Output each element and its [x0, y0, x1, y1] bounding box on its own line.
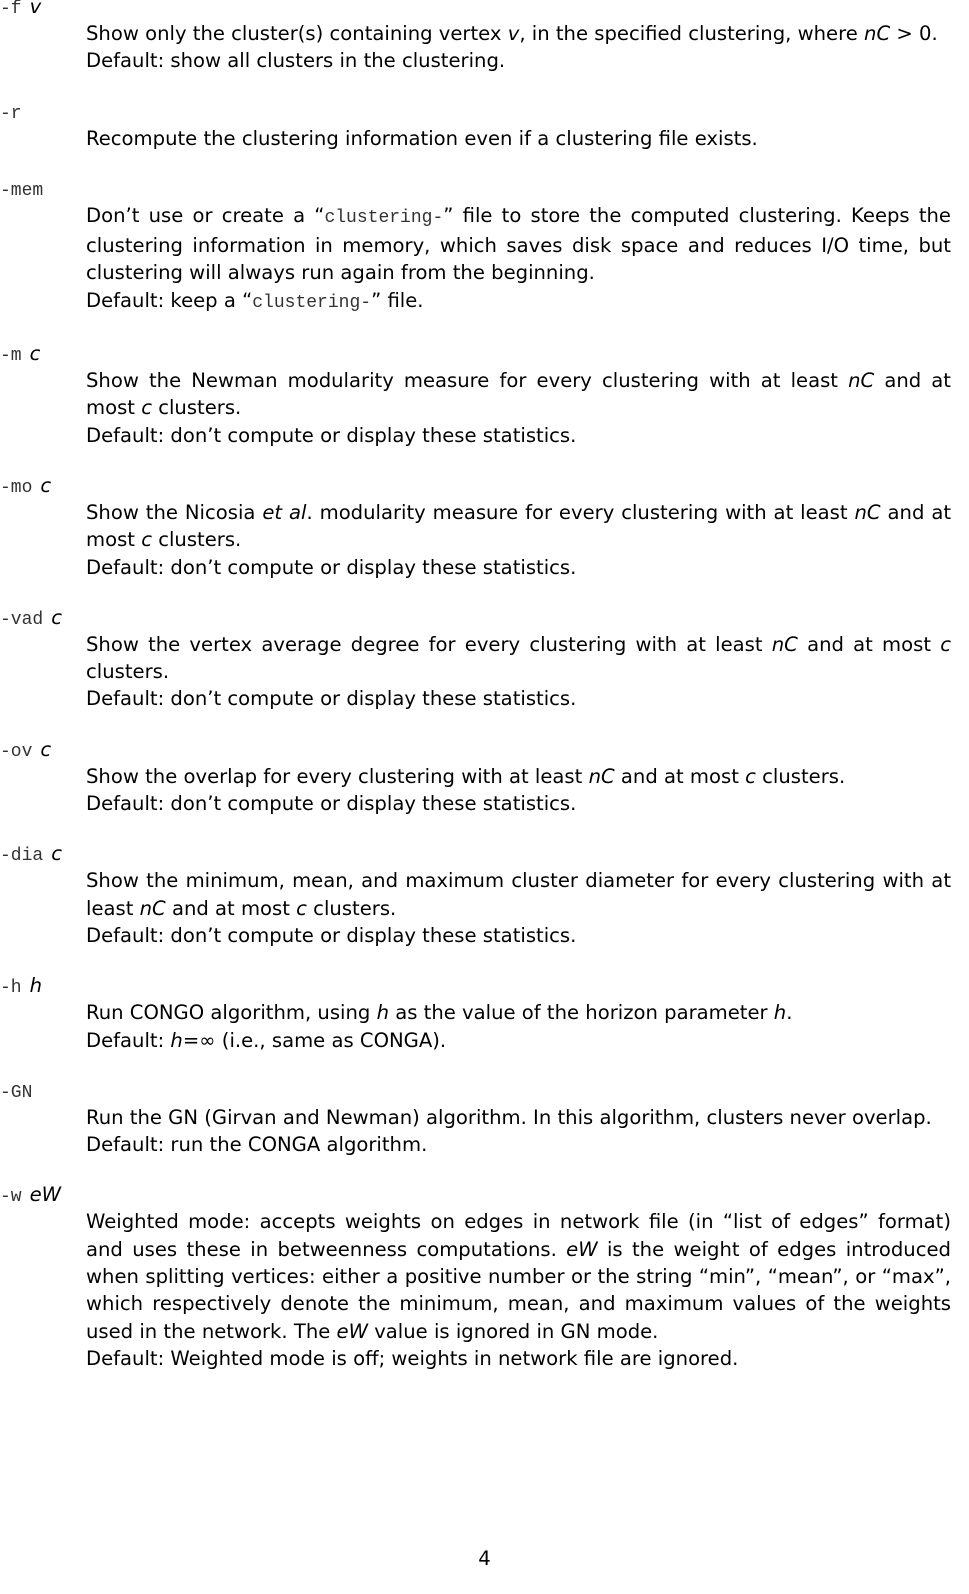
option-flag: -w [0, 1187, 22, 1208]
option-heading [0, 841, 969, 867]
italic-term: nC [854, 500, 881, 524]
option-flag: -m [0, 346, 22, 367]
text-run: > 0. [890, 22, 938, 45]
italic-term: h [376, 1001, 389, 1025]
italic-term: h [773, 1001, 787, 1025]
option-heading [0, 0, 969, 20]
text-run: ” file. [371, 288, 424, 312]
option-flag: -vad [0, 609, 44, 630]
italic-term: c [745, 764, 756, 788]
option-default [86, 1027, 951, 1054]
code-term: clustering- [324, 207, 444, 228]
italic-term: c [940, 632, 951, 656]
text-run: and at most [614, 764, 746, 788]
option-default [86, 790, 951, 817]
text-run: clusters. [151, 528, 242, 552]
option-flag: -h [0, 978, 22, 999]
option-description [86, 202, 951, 287]
text-run: Show the Newman modularity measure for every clustering with at least [86, 369, 849, 393]
option-heading [0, 176, 969, 202]
option-description [86, 1208, 951, 1344]
italic-term: et al [262, 500, 307, 524]
text-run: Weighted mode: accepts weights on edges in network file (in “list of edges” format) and uses these in betweenness computations. [86, 1210, 951, 1261]
option-argument: c [29, 342, 41, 366]
option-heading [0, 473, 969, 499]
text-run: and at most [797, 632, 941, 656]
option-flag: -dia [0, 846, 44, 867]
text-run: Default: show all clusters in the clustering. [86, 49, 506, 73]
text-run: Default: don’t compute or display these statistics. [86, 555, 577, 579]
option-heading [0, 737, 969, 763]
italic-term: c [141, 528, 152, 552]
page-number: 4 [478, 1547, 491, 1570]
option-description [86, 125, 951, 152]
option-default [86, 1131, 951, 1158]
option-description [86, 1104, 951, 1131]
option-argument: h [29, 974, 43, 998]
option-argument: c [51, 605, 62, 629]
text-run: Show only the cluster(s) containing vertex [86, 22, 508, 45]
text-run: , in the specified clustering, where [519, 22, 865, 45]
text-run: Default: run the CONGA algorithm. [86, 1133, 428, 1157]
option-default [86, 554, 951, 581]
option-heading [0, 1078, 969, 1104]
italic-term: nC [848, 369, 875, 393]
code-term: clustering- [252, 292, 372, 313]
text-run: clusters. [151, 396, 242, 420]
option-entry [0, 605, 969, 713]
text-run: value is ignored in GN mode. [367, 1319, 659, 1343]
text-run: ” file to store the computed clustering. Keeps the clustering information in memory, which saves disk space and reduces I/O time, but clustering will always run again from the beginning. [86, 203, 951, 285]
italic-term: eW [566, 1237, 598, 1261]
option-entry [0, 176, 969, 317]
text-run: Default: don’t compute or display these statistics. [86, 423, 577, 447]
text-run: Default: don’t compute or display these statistics. [86, 687, 577, 711]
text-run: Don’t use or create a “ [86, 203, 325, 227]
text-run: Show the overlap for every clustering with at least [86, 764, 589, 788]
option-argument: eW [29, 1183, 62, 1207]
option-heading [0, 973, 969, 999]
option-flag: -f [0, 0, 22, 19]
option-default [86, 47, 951, 74]
option-flag: -mem [0, 180, 44, 201]
italic-term: h [170, 1028, 183, 1052]
text-run: Run CONGO algorithm, using [86, 1001, 377, 1025]
italic-term: eW [336, 1319, 368, 1343]
text-run: . [786, 1001, 793, 1025]
text-run: Default: keep a “ [86, 288, 253, 312]
option-heading [0, 341, 969, 367]
option-entry [0, 473, 969, 581]
option-heading [0, 1182, 969, 1208]
option-flag: -mo [0, 477, 33, 498]
italic-term: nC [588, 764, 615, 788]
text-run: and at most [165, 896, 297, 920]
text-run: and at most [86, 369, 951, 420]
text-run: as the value of the horizon parameter [389, 1001, 774, 1025]
option-heading [0, 99, 969, 125]
option-default [86, 922, 951, 949]
option-default [86, 422, 951, 449]
text-run: Default: Weighted mode is off; weights in network file are ignored. [86, 1346, 739, 1370]
text-run: Default: don’t compute or display these statistics. [86, 792, 577, 816]
option-entry [0, 1182, 969, 1372]
option-flag: -ov [0, 741, 33, 762]
italic-term: nC [864, 22, 891, 45]
text-run: clusters. [755, 764, 846, 788]
option-description [86, 631, 951, 686]
option-description [86, 867, 951, 922]
option-description [86, 367, 951, 422]
option-default [86, 685, 951, 712]
text-run: Recompute the clustering information even if a clustering file exists. [86, 126, 758, 150]
option-entry [0, 341, 969, 449]
option-description [86, 20, 951, 47]
italic-term: v [507, 22, 520, 45]
text-run: =∞ (i.e., same as CONGA). [182, 1028, 447, 1052]
option-description [86, 763, 951, 790]
italic-term: c [141, 396, 152, 420]
text-run: Run the GN (Girvan and Newman) algorithm. In this algorithm, clusters never overlap. [86, 1105, 932, 1129]
option-default [86, 1345, 951, 1372]
option-entry [0, 1078, 969, 1159]
option-default [86, 287, 951, 317]
option-argument: v [29, 0, 42, 18]
text-run: and at most [86, 500, 952, 552]
text-run: clusters. [306, 896, 397, 920]
option-entry [0, 841, 969, 949]
option-entry [0, 973, 969, 1054]
text-run: Show the minimum, mean, and maximum cluster diameter for every clustering with at least [86, 869, 951, 920]
text-run: Default: [86, 1028, 171, 1052]
option-entry [0, 99, 969, 152]
text-run: clusters. [86, 660, 170, 684]
option-entry [0, 737, 969, 818]
italic-term: c [296, 896, 307, 920]
text-run: is the weight of edges introduced when splitting vertices: either a positive number or the string “min”, “mean”, or “max”, which respectively denote the minimum, mean, and maximum values of the weights used in the network. The [86, 1237, 951, 1343]
text-run: Show the vertex average degree for every clustering with at least [86, 632, 772, 656]
option-flag: -r [0, 103, 22, 124]
option-argument: c [51, 842, 62, 866]
option-argument: c [40, 473, 52, 497]
option-flag: -GN [0, 1082, 33, 1103]
option-entry [0, 0, 969, 75]
option-description [86, 499, 951, 554]
italic-term: nC [139, 896, 166, 920]
option-description [86, 999, 951, 1026]
option-heading [0, 605, 969, 631]
text-run: Default: don’t compute or display these statistics. [86, 923, 577, 947]
option-argument: c [40, 737, 52, 761]
text-run: Show the Nicosia [86, 500, 263, 524]
text-run: . modularity measure for every clustering with at least [306, 500, 855, 524]
italic-term: nC [771, 632, 798, 656]
